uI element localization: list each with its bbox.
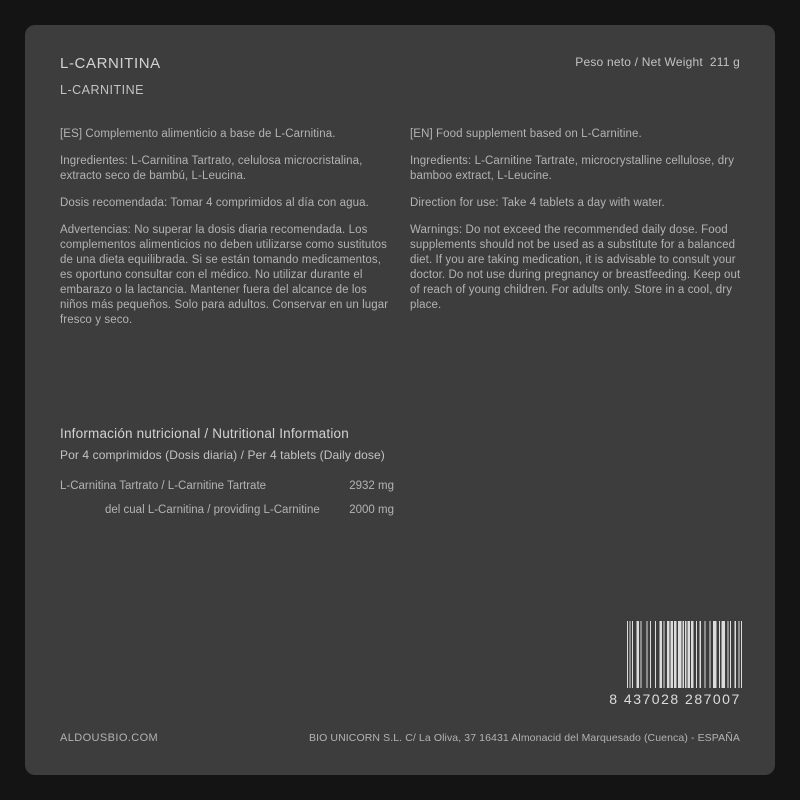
nutrition-section <box>60 426 400 528</box>
header-titles <box>60 55 161 97</box>
ingredients-es: Ingredientes: L-Carnitina Tartrato, celulosa microcristalina, extracto seco de bambú, L-Leucina. <box>60 155 363 182</box>
table-row <box>60 504 394 528</box>
nutrition-title: Información nutricional / Nutritional Information <box>60 426 349 441</box>
barcode <box>608 621 742 707</box>
nutrient-name: del cual L-Carnitina / providing L-Carnitine <box>105 504 320 516</box>
footer <box>60 732 740 744</box>
net-weight-label: Peso neto / Net Weight <box>575 55 703 69</box>
nutrition-table <box>60 480 394 528</box>
nutrition-subtitle: Por 4 comprimidos (Dosis diaria) / Per 4 tablets (Daily dose) <box>60 448 385 462</box>
barcode-bars <box>627 621 742 688</box>
description-en: [EN] Food supplement based on L-Carnitine. <box>410 128 642 140</box>
nutrient-amount: 2000 mg <box>349 504 394 516</box>
website-url: ALDOUSBIO.COM <box>60 732 159 744</box>
ingredients-en: Ingredients: L-Carnitine Tartrate, microcrystalline cellulose, dry bamboo extract, L-Leucine. <box>410 155 735 182</box>
english-column <box>410 127 741 340</box>
product-title-es: L-CARNITINA <box>60 55 161 72</box>
bilingual-text-columns <box>60 127 741 340</box>
net-weight <box>575 55 740 69</box>
dosage-es: Dosis recomendada: Tomar 4 comprimidos al día con agua. <box>60 197 369 209</box>
warnings-es: Advertencias: No superar la dosis diaria recomendada. Los complementos alimenticios no deben utilizarse como sustitutos de una dieta equilibrada. Si se están tomando medicamentos, es oportuno consultar con el médico. No utilizar durante el embarazo o la lactancia. Mantener fuera del alcance de los niños más pequeños. Solo para adultos. Conservar en un lugar fresco y seco. <box>60 224 389 326</box>
net-weight-value: 211 g <box>709 55 740 69</box>
dosage-en: Direction for use: Take 4 tablets a day with water. <box>410 197 665 209</box>
barcode-number: 8 437028 287007 <box>609 691 741 707</box>
spanish-column <box>60 127 391 340</box>
product-title-en: L-CARNITINE <box>60 83 144 97</box>
nutrient-amount: 2932 mg <box>349 480 394 492</box>
product-label <box>25 25 775 775</box>
table-row <box>60 480 394 504</box>
warnings-en: Warnings: Do not exceed the recommended daily dose. Food supplements should not be used as a substitute for a balanced diet. If you are taking medication, it is advisable to consult your doctor. Do not use during pregnancy or breastfeeding. Keep out of reach of young children. For adults only. Store in a cool, dry place. <box>410 224 741 311</box>
manufacturer-address: BIO UNICORN S.L. C/ La Oliva, 37 16431 Almonacid del Marquesado (Cuenca) - ESPAÑA <box>308 732 740 744</box>
nutrient-name: L-Carnitina Tartrato / L-Carnitine Tartrate <box>60 480 267 492</box>
description-es: [ES] Complemento alimenticio a base de L-Carnitina. <box>60 128 336 140</box>
